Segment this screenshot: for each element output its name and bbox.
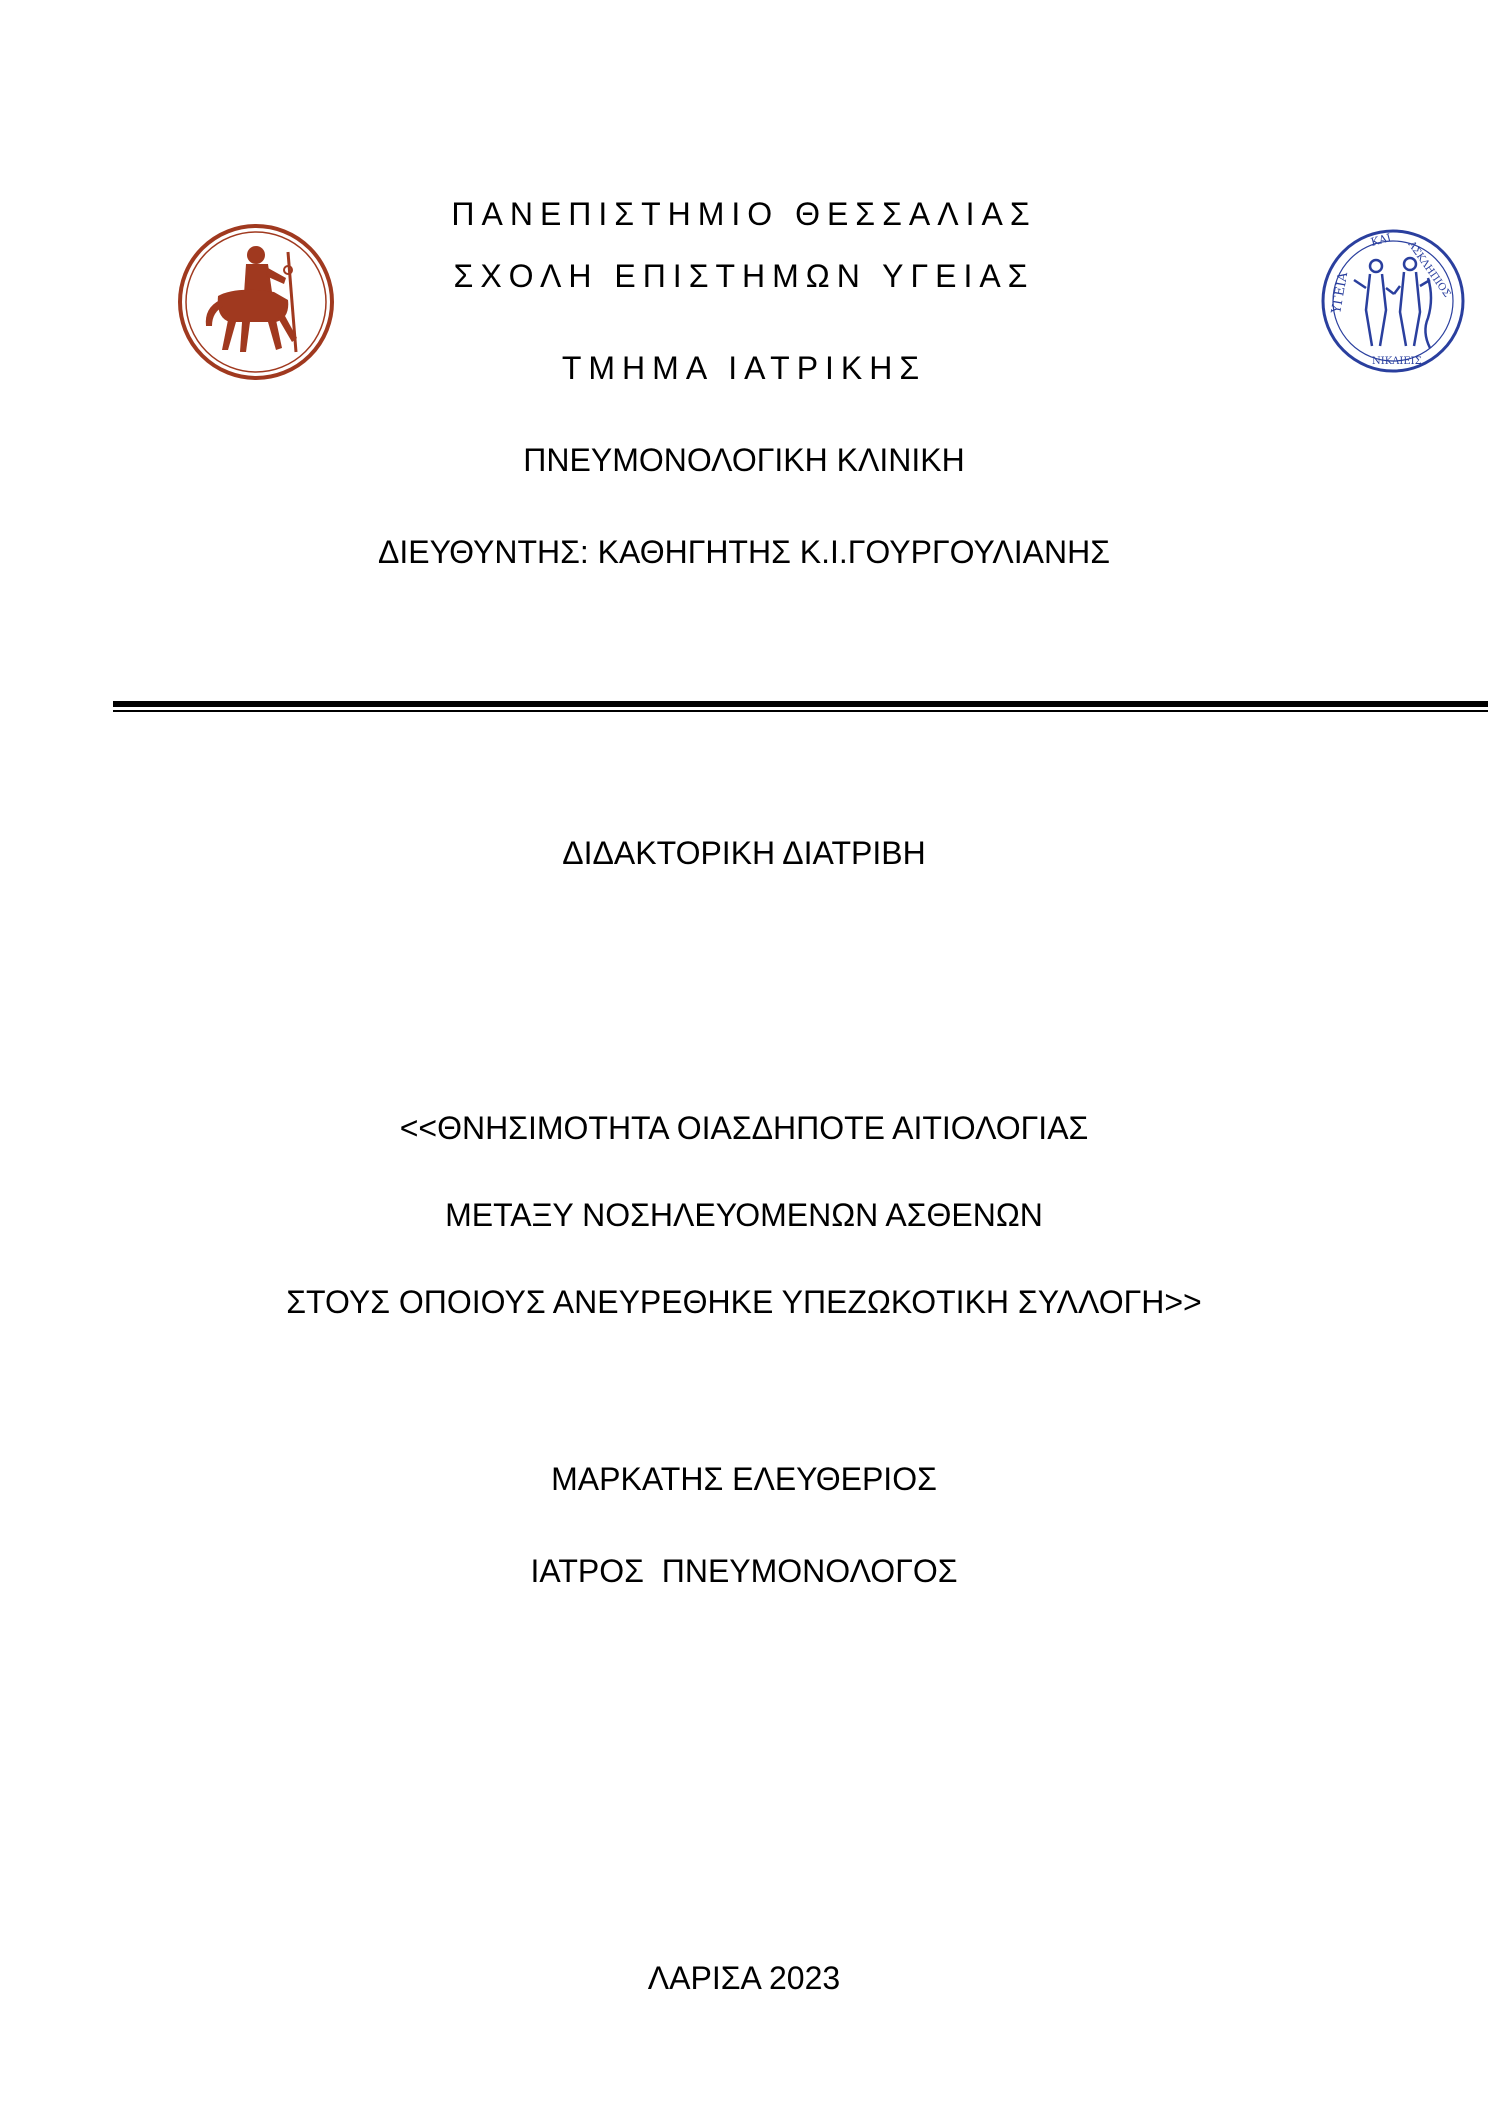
title-line-2: ΜΕΤΑΞΥ ΝΟΣΗΛΕΥΟΜΕΝΩΝ ΑΣΘΕΝΩΝ: [445, 1197, 1043, 1233]
place-year: ΛΑΡΙΣΑ 2023: [647, 1960, 841, 1996]
title-line-1: <<ΘΝΗΣΙΜΟΤΗΤΑ ΟΙΑΣΔΗΠΟΤΕ ΑΙΤΙΟΛΟΓΙΑΣ: [399, 1110, 1089, 1146]
director-line: ΔΙΕΥΘΥΝΤΗΣ: ΚΑΘΗΓΗΤΗΣ Κ.Ι.ΓΟΥΡΓΟΥΛΙΑΝΗΣ: [377, 534, 1110, 570]
seal-text-asklepios: ΑΣΚΛΗΠΙΟΣ: [1405, 239, 1453, 300]
seal-text-nikaieis: ΝΙΚΑΙΕΙΣ: [1372, 356, 1422, 367]
separator-thin: [113, 710, 1488, 712]
school-name: ΣΧΟΛΗ ΕΠΙΣΤΗΜΩΝ ΥΓΕΙΑΣ: [453, 258, 1035, 294]
hygieia-asclepius-seal-icon: [1320, 228, 1466, 374]
seal-text-hygieia: ΥΓΕΙΑ: [1329, 271, 1352, 315]
university-name: ΠΑΝΕΠΙΣΤΗΜΙΟ ΘΕΣΣΑΛΙΑΣ: [451, 196, 1037, 232]
author-title: ΙΑΤΡΟΣ ΠΝΕΥΜΟΝΟΛΟΓΟΣ: [530, 1553, 958, 1589]
title-line-3: ΣΤΟΥΣ ΟΠΟΙΟΥΣ ΑΝΕΥΡΕΘΗΚΕ ΥΠΕΖΩΚΟΤΙΚΗ ΣΥΛΛΟΓΗ>>: [286, 1284, 1202, 1320]
clinic-name: ΠΝΕΥΜΟΝΟΛΟΓΙΚΗ ΚΛΙΝΙΚΗ: [523, 442, 965, 478]
university-of-thessaly-centaur-seal-icon: [176, 222, 336, 382]
author-name: ΜΑΡΚΑΤΗΣ ΕΛΕΥΘΕΡΙΟΣ: [551, 1461, 937, 1497]
separator-thick: [113, 701, 1488, 707]
seal-text-kai: ΚΑΙ: [1369, 231, 1393, 249]
document-type: ΔΙΔΑΚΤΟΡΙΚΗ ΔΙΑΤΡΙΒΗ: [562, 835, 926, 871]
department-name: ΤΜΗΜΑ ΙΑΤΡΙΚΗΣ: [561, 350, 927, 386]
